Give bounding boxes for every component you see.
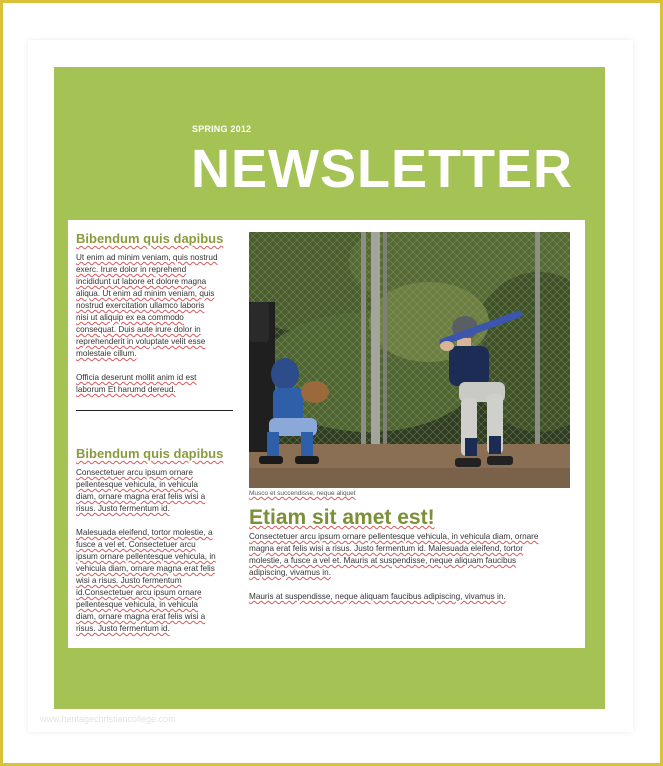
- baseball-illustration: [249, 232, 570, 488]
- site-watermark: www.heritagechristiancollege.com: [40, 714, 176, 724]
- text-line: risus. Justo fermentum id.: [76, 624, 170, 633]
- text-line: exerc. Irure dolor in reprehend: [76, 265, 187, 274]
- text-line: consequat. Duis aute irure dolor in: [76, 325, 201, 334]
- issue-season: SPRING 2012: [192, 124, 252, 134]
- text-line: reprehenderit in voluptate velit esse: [76, 337, 206, 346]
- left-bottom-heading: Bibendum quis dapibus: [76, 446, 224, 461]
- main-story-heading: Etiam sit amet est!: [249, 506, 435, 529]
- text-line: Mauris at suspendisse, neque aliquam faucibus adipiscing, vivamus in.: [249, 592, 506, 601]
- left-bottom-paragraph-2: [76, 527, 236, 635]
- column-divider: [76, 410, 233, 411]
- left-top-paragraph-1: [76, 252, 236, 360]
- baseball-photo: [249, 232, 570, 488]
- text-line: id.Consectetuer arcu ipsum ornare: [76, 588, 202, 597]
- left-bottom-paragraph-1: [76, 467, 236, 515]
- newsletter-title: NEWSLETTER: [191, 139, 573, 199]
- text-line: nisi ut aliquip ex ea commodo: [76, 313, 184, 322]
- text-line: vehicula diam, ornare magna erat felis: [76, 564, 215, 573]
- text-line: Officia deserunt mollit anim id est: [76, 373, 197, 382]
- photo-caption: Musco et succendisse, neque aliquet: [249, 490, 356, 497]
- main-story-paragraph-1: [249, 531, 571, 579]
- text-line: nostrud exercitation ullamco laboris: [76, 301, 205, 310]
- text-line: laborum Et harumd dereud.: [76, 385, 176, 394]
- text-line: risus. Justo fermentum id.: [76, 504, 170, 513]
- text-line: pellentesque vehicula, in vehicula: [76, 480, 198, 489]
- text-line: Consectetuer arcu ipsum ornare pellentesque vehicula, in vehicula diam, ornare: [249, 532, 539, 541]
- left-top-paragraph-2: [76, 372, 236, 396]
- text-line: magna erat felis wisi a risus. Justo fermentum id. Malesuada eleifend, tortor: [249, 544, 523, 553]
- text-line: aliqua. Ut enim ad minim veniam, quis: [76, 289, 215, 298]
- main-story-paragraph-2: [249, 591, 571, 603]
- text-line: Ut enim ad minim veniam, quis nostrud: [76, 253, 218, 262]
- text-line: molestie, a fusce a vel et. Mauris at suspendisse, neque aliquam faucibus: [249, 556, 517, 565]
- text-line: wisi a risus. Justo fermentum: [76, 576, 182, 585]
- text-line: Consectetuer arcu ipsum ornare: [76, 468, 193, 477]
- text-line: Malesuada eleifend, tortor molestie, a: [76, 528, 213, 537]
- left-top-heading: Bibendum quis dapibus: [76, 231, 224, 246]
- text-line: pellentesque vehicula, in vehicula: [76, 600, 198, 609]
- text-line: fusce a vel et. Consectetuer arcu: [76, 540, 196, 549]
- left-article-bottom: [76, 446, 236, 635]
- text-line: diam, ornare magna erat felis wisi a: [76, 612, 206, 621]
- text-line: ipsum ornare pellentesque vehicula, in: [76, 552, 216, 561]
- text-line: diam, ornare magna erat felis wisi a: [76, 492, 206, 501]
- left-article-top: [76, 231, 236, 396]
- text-line: incididunt ut labore et dolore magna: [76, 277, 207, 286]
- main-story-body: [249, 531, 571, 603]
- text-line: adipiscing, vivamus in.: [249, 568, 331, 577]
- text-line: molestaie cillum.: [76, 349, 137, 358]
